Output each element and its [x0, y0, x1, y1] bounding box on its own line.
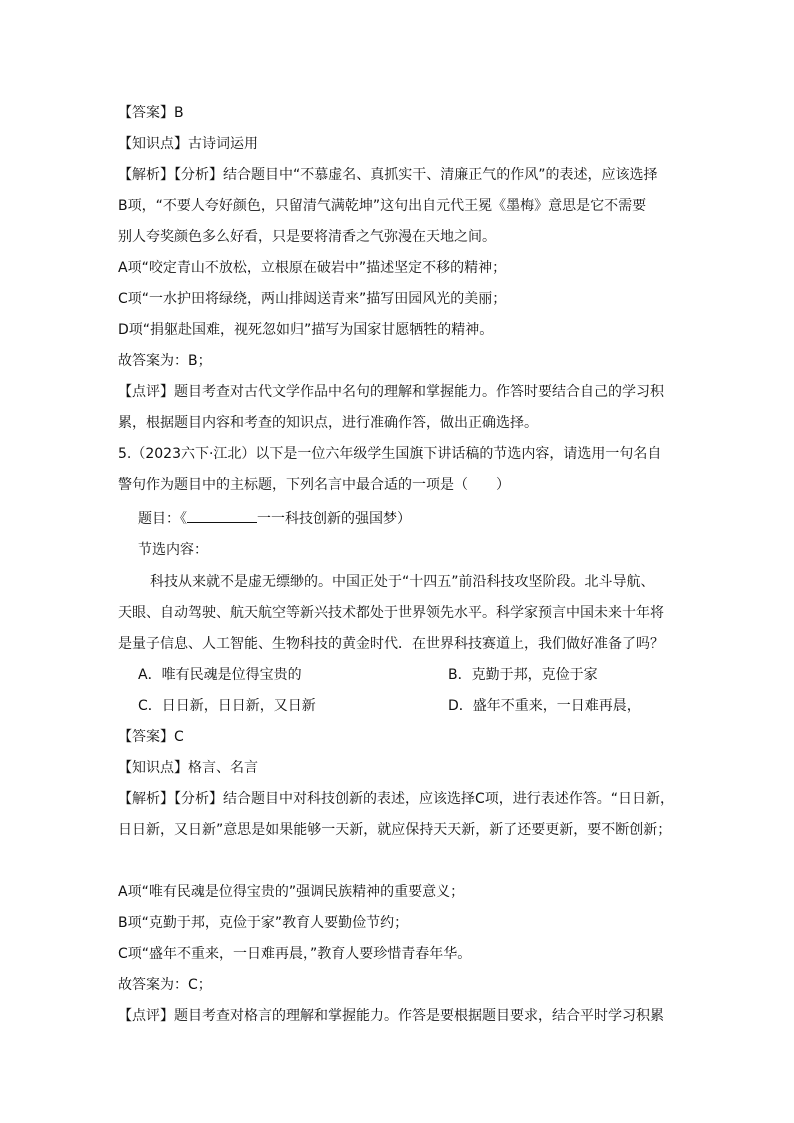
- comment-line: 累，根据题目内容和考查的知识点，进行准确作答，做出正确选择。: [118, 415, 538, 431]
- option-explanation-line: A项“唯有民魂是位得宝贵的”强调民族精神的重要意义；: [118, 884, 465, 900]
- excerpt-label: 节选内容：: [138, 542, 208, 558]
- analysis-line: B项，“不要人夸好颜色，只留清气满乾坤”这句出自元代王冕《墨梅》意思是它不需要: [118, 198, 647, 214]
- knowledge-point-line: 【知识点】古诗词运用: [118, 136, 258, 152]
- title-suffix: 一一科技创新的强国梦）: [257, 511, 411, 527]
- knowledge-point-line: 【知识点】格言、名言: [118, 760, 258, 776]
- question-line: 5.（2023六下·江北）以下是一位六年级学生国旗下讲话稿的节选内容，请选用一句名自: [118, 446, 662, 462]
- option-explanation-line: D项“捐躯赴国难，视死忽如归”描写为国家甘愿牺牲的精神。: [118, 322, 494, 338]
- analysis-line: 别人夸奖颜色多么好看，只是要将清香之气弥漫在天地之间。: [118, 229, 496, 245]
- conclusion-line: 故答案为：B；: [118, 353, 212, 369]
- answer-line: 【答案】C: [118, 729, 184, 745]
- option-c: C．日日新，日日新，又日新: [138, 698, 316, 714]
- option-d: D．盛年不重来，一日难再晨，: [448, 698, 641, 714]
- comment-line: 【点评】题目考查对格言的理解和掌握能力。作答是要根据题目要求，结合平时学习积累: [118, 1008, 664, 1024]
- analysis-line: 【解析】【分析】结合题目中“不慕虚名、真抓实干、清廉正气的作风”的表述，应该选择: [118, 167, 658, 183]
- conclusion-line: 故答案为：C；: [118, 977, 212, 993]
- option-a: A．唯有民魂是位得宝贵的: [138, 667, 302, 683]
- option-explanation-line: B项“克勤于邦，克俭于家”教育人要勤俭节约；: [118, 915, 409, 931]
- excerpt-line: 科技从来就不是虚无缥缈的。中国正处于“十四五”前沿科技攻坚阶段。北斗导航、: [150, 574, 655, 590]
- comment-line: 【点评】题目考查对古代文学作品中名句的理解和掌握能力。作答时要结合自己的学习积: [118, 384, 664, 400]
- excerpt-line: 是量子信息、人工智能、生物科技的黄金时代．在世界科技赛道上，我们做好准备了吗？: [118, 636, 664, 652]
- answer-line: 【答案】B: [118, 105, 184, 121]
- fill-blank: [187, 508, 257, 523]
- analysis-line: 【解析】【分析】结合题目中对科技创新的表述，应该选择C项，进行表述作答。“日日新，: [118, 791, 675, 807]
- analysis-line: 日日新，又日新”意思是如果能够一天新，就应保持天天新，新了还要更新，要不断创新；: [118, 822, 672, 838]
- option-explanation-line: C项“盛年不重来，一日难再晨，”教育人要珍惜青春年华。: [118, 946, 472, 962]
- question-title-line: [138, 508, 411, 529]
- option-b: B．克勤于邦，克俭于家: [448, 667, 598, 683]
- option-explanation-line: A项“咬定青山不放松，立根原在破岩中”描述坚定不移的精神；: [118, 260, 507, 276]
- option-explanation-line: C项“一水护田将绿绕，两山排闼送青来”描写田园风光的美丽；: [118, 291, 507, 307]
- title-prefix: 题目：《: [138, 511, 187, 527]
- excerpt-line: 天眼、自动驾驶、航天航空等新兴技术都处于世界领先水平。科学家预言中国未来十年将: [118, 605, 664, 621]
- question-line: 警句作为题目中的主标题，下列名言中最合适的一项是（ ）: [118, 477, 510, 493]
